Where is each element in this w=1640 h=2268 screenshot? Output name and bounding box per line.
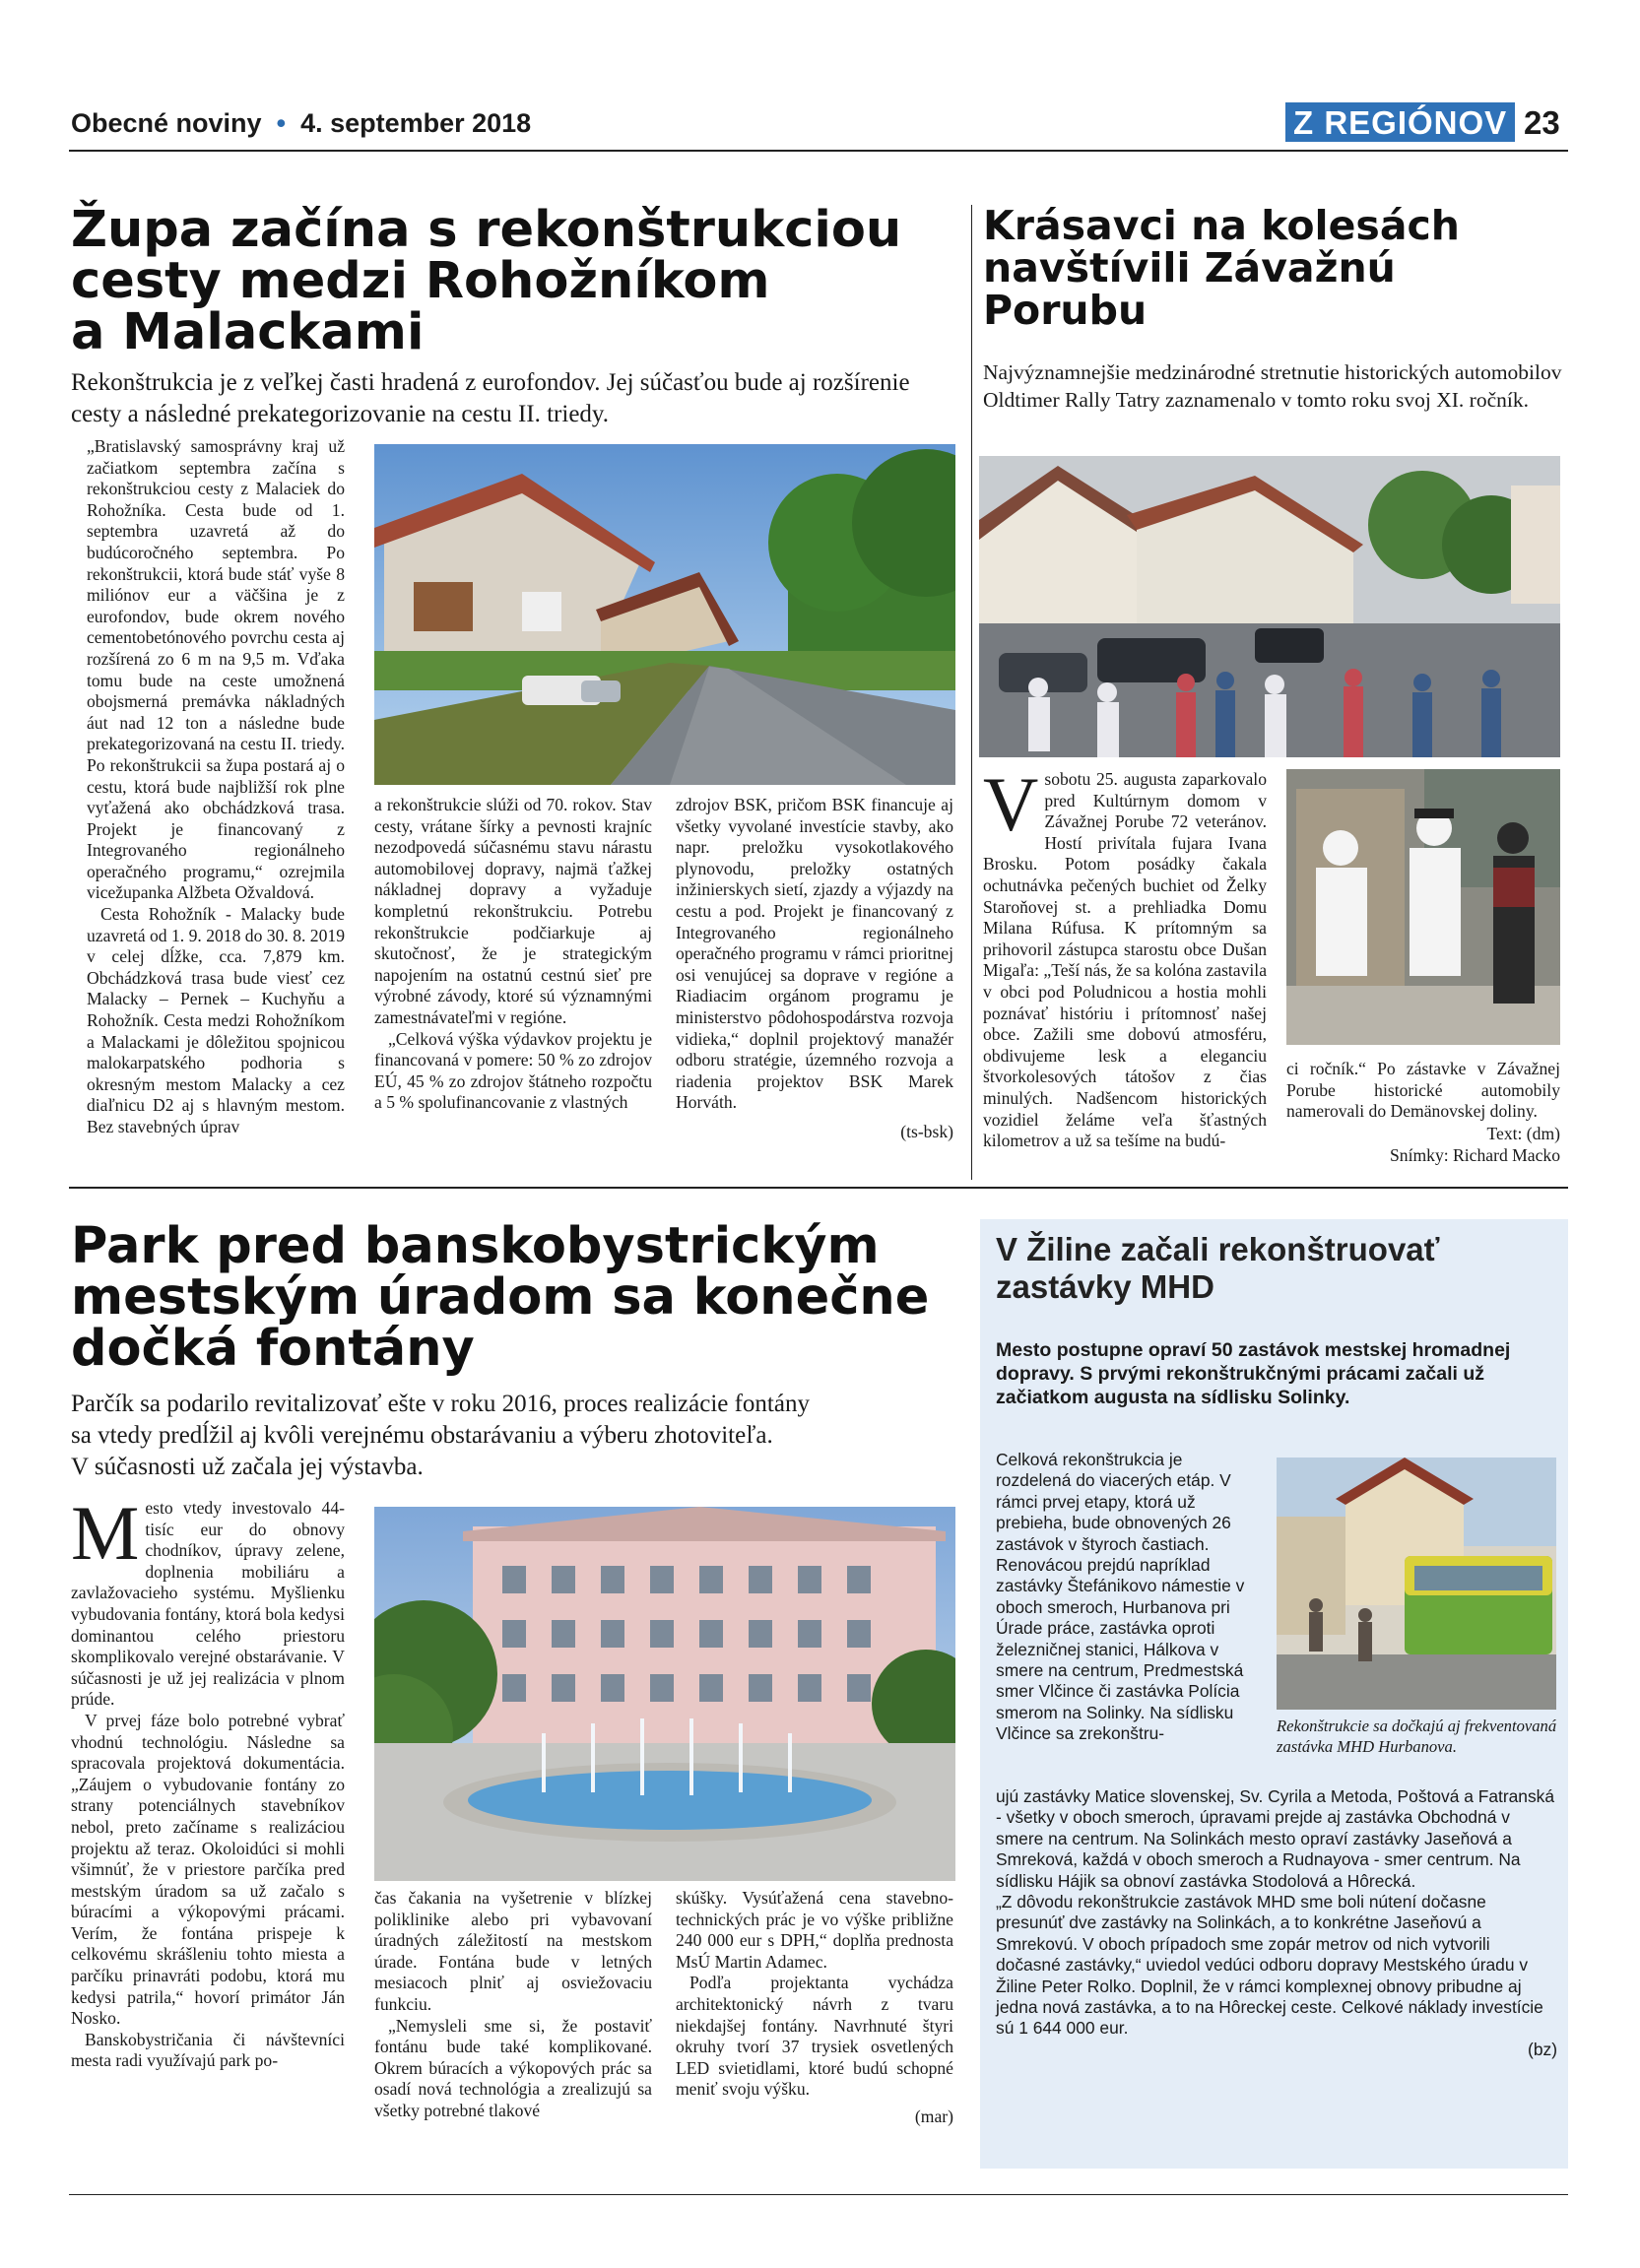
lead-line: sa vtedy predĺžil aj kvôli verejnému obstarávaniu a výberu zhotoviteľa. [71, 1422, 773, 1449]
road-photo [374, 444, 955, 785]
title-line: mestským úradom sa konečne [71, 1268, 930, 1328]
section-label: Z REGIÓNOV [1285, 102, 1515, 142]
paragraph: „Nemysleli sme si, že postaviť fontánu bude také komplikované. Okrem búracích a výkopových prác sa osadí nová technológia a zrealizujú sa všetky potrebné tlakové [374, 2015, 652, 2120]
separator-dot: • [269, 108, 294, 138]
header-rule [69, 150, 1568, 152]
page-number: 23 [1524, 104, 1560, 141]
title-line: Porubu [983, 287, 1148, 335]
article1-col2 [374, 795, 652, 1114]
article3-col1 [71, 1490, 345, 2072]
article2-body-cont: ci ročník.“ Po zástavke v Závažnej Porube historické automobily namerovali do Demänovskej doliny. [1286, 1059, 1560, 1122]
fujara-photo [1286, 769, 1560, 1045]
article1-lead: Rekonštrukcia je z veľkej časti hradená z eurofondov. Jej súčasťou bude aj rozšírenie cesty a následné prekategorizovanie na cestu II. triedy. [71, 369, 910, 427]
byline: (bz) [1528, 2039, 1557, 2059]
title-line: V Žiline začali rekonštruovať [996, 1231, 1440, 1267]
paragraph: Banskobystričania či návštevníci mesta radi využívajú park po- [71, 2029, 345, 2071]
footer-rule [69, 2194, 1568, 2195]
article2-body [983, 761, 1267, 1152]
lead-line: V súčasnosti už začala jej výstavba. [71, 1454, 424, 1480]
drop-cap: M [71, 1490, 140, 1576]
article4-full [996, 1786, 1557, 2060]
bus-stop-photo [1277, 1458, 1556, 1710]
masthead [71, 108, 531, 139]
issue-date: 4. september 2018 [300, 108, 532, 138]
bus-photo-caption: Rekonštrukcie sa dočkajú aj frekventovaná zastávka MHD Hurbanova. [1277, 1717, 1557, 1756]
article1-title [71, 201, 957, 362]
title-line: cesty medzi Rohožníkom [71, 252, 770, 311]
byline: (ts-bsk) [900, 1121, 953, 1141]
fountain-photo [374, 1507, 955, 1881]
article3-title [71, 1217, 957, 1379]
paragraph: čas čakania na vyšetrenie v blízkej poliklinike alebo pri vybavovaní úradných záležitostí na mestskom úrade. Fontána bude v letných mesiacoch plniť aj osviežovaciu funkciu. [374, 1888, 652, 2014]
title-line: zastávky MHD [996, 1267, 1214, 1305]
paragraph: „Bratislavský samosprávny kraj už začiatkom septembra začína s rekonštrukciou cesty z Malaciek do Rohožníka. Cesta bude od 1. septembra uzavretá až do budúcoročného septembra. Po rekonštrukcii, ktorá bude stáť vyše 8 miliónov eur a väčšina je z eurofondov, bude okrem nového cementobetónového povrchu cesta aj rozšírená zo 6 m na 9,5 m. Vďaka tomu bude na ceste umožnená obojsmerná premávka nákladných áut nad 12 ton a následne bude prekategorizovaná na cestu II. triedy. Po rekonštrukcii sa župa postará aj o cestu, ktorá bude najbližší rok plne vyťažená ako obchádzková trasa. Projekt je financovaný z Integrovaného regionálneho operačného programu,“ ozrejmila vicežupanka Alžbeta Ožvaldová. [87, 436, 345, 903]
article4-col: Celková rekonštrukcia je rozdelená do viacerých etáp. V rámci prvej etapy, ktorá už prebieha, bude obnovených 26 zastávok v štyroch častiach. Renovácou prejdú napríklad zastávky Štefánikovo námestie v oboch smeroch, Hurbanova pri Úrade práce, zastávka oproti železničnej stanici, Hálkova v smere na centrum, Predmestská smer Vlčince či zastávka Polícia smerom na Solinky. Na sídlisku Vlčince sa zrekonštru- [996, 1450, 1245, 1744]
lead-line: Parčík sa podarilo revitalizovať ešte v roku 2016, proces realizácie fontány [71, 1391, 810, 1417]
title-line: Župa začína s rekonštrukciou [71, 201, 902, 259]
paragraph: „Celková výška výdavkov projektu je financovaná v pomere: 50 % zo zdrojov EÚ, 45 % zo zdrojov štátneho rozpočtu a 5 % spolufinancovanie z vlastných [374, 1028, 652, 1113]
article3-col2 [374, 1888, 652, 2122]
title-line: Park pred banskobystrickým [71, 1217, 880, 1275]
article1-col1 [87, 436, 345, 1138]
paragraph: V prvej fáze bolo potrebné vybrať vhodnú technológiu. Následne sa spracovala projektová dokumentácia. „Záujem o vybudovanie fontány zo strany potenciálnych stavebníkov nebol, preto začíname s realizáciou projektu až teraz. Okoloidúci si mohli všimnúť, že v priestore parčíka pred mestským úradom sa už začalo s búracími a výkopovými prácami. Verím, že fontána prispeje k celkovému skrášleniu tohto miesta a parčíku prinavráti podobu, ktorá mu kedysi patrila,“ hovorí primátor Ján Nosko. [71, 1710, 345, 2029]
paragraph: sobotu 25. augusta zaparkovalo pred Kultúrnym domom v Závažnej Porube 72 veteránov. Hostí privítala fujara Ivana Brosku. Potom posádky čakala ochutnávka pečených buchiet od Želky Staroňovej st. a prehliadka Domu Milana Rúfusa. K prítomným sa prihovoril zástupca starostu obce Dušan Migaľa: „Teší nás, že sa kolóna zastavila v obci pod Poludnicou a hostia mohli poznávať históriu i prítomnosť našej obce. Zažili sme dobovú atmosféru, obdivujeme lesk a eleganciu štvorkolesových tátošov z čias minulých. Nadšencom historických vozidiel želáme veľa šťastných kilometrov a už sa tešíme na budú- [983, 769, 1267, 1151]
section-rule [69, 1187, 1568, 1189]
article4-lead: Mesto postupne opraví 50 zastávok mestskej hromadnej dopravy. S prvými rekonštrukčnými prácami začali už začiatkom augusta na sídlisku Solinky. [996, 1339, 1511, 1408]
byline: (mar) [914, 2106, 953, 2126]
paragraph: ujú zastávky Matice slovenskej, Sv. Cyrila a Metoda, Poštová a Fatranská - všetky v oboch smeroch, úpravami prejde aj zastávka Obchodná v smere na centrum. Na Solinkách mesto opraví zastávky Jaseňová a Smreková, každá v oboch smeroch a Rudnayova - smer centrum. Na sídlisku Hájik sa obnoví zastávka Stodolová a Hôrecká. [996, 1786, 1555, 1891]
paragraph: Cesta Rohožník - Malacky bude uzavretá od 1. 9. 2018 do 30. 8. 2019 v celej dĺžke, cca. 7,879 km. Obchádzková trasa bude viesť cez Malacky – Pernek – Kuchyňu a Rohožník. Cesta medzi Rohožníkom a Malackami je dôležitou spojnicou malokarpatského podhoria s okresným mestom Malacky a cez diaľnicu D2 aj s hlavným mestom. Bez stavebných úprav [87, 904, 345, 1136]
credit-text: Text: (dm) [1486, 1124, 1560, 1143]
column-divider [971, 205, 972, 1180]
article1-col3 [676, 795, 953, 1143]
paper-name: Obecné noviny [71, 108, 262, 138]
article2-credits [1286, 1124, 1560, 1166]
article2-title [983, 202, 1574, 335]
drop-cap: V [983, 761, 1039, 847]
article3-col3 [676, 1888, 953, 2128]
article3-lead [71, 1389, 977, 1483]
credit-photo: Snímky: Richard Macko [1390, 1144, 1560, 1165]
paragraph: „Z dôvodu rekonštrukcie zastávok MHD sme boli nútení dočasne presunúť dve zastávky na Solinkách, a to konkrétne Jaseňovú a Smrekovú. V oboch prípadoch sme zopár metrov od nich vytvorili dočasné zastávky,“ uviedol vedúci odboru dopravy Mestského úradu v Žiline Peter Rolko. Doplnil, že v rámci komplexnej obnovy pribudne aj jedna nová zastávka, a to na Hôreckej ceste. Celkové náklady investície sú 1 644 000 eur. [996, 1892, 1543, 2039]
title-line: navštívili Závažnú [983, 244, 1396, 292]
title-line: Krásavci na kolesách [983, 202, 1460, 249]
paragraph: Podľa projektanta vychádza architektonický návrh z tvaru niekdajšej fontány. Navrhnuté štyri okruhy tvorí 37 trysiek osvetlených LED svietidlami, ktoré budú schopné meniť svoju výšku. [676, 1973, 953, 2100]
article4-title [996, 1231, 1557, 1306]
paragraph: skúšky. Vysúťažená cena stavebno-technických prác je vo výške približne 240 000 eur s DPH,“ doplňa prednosta MsÚ Martin Adamec. [676, 1888, 953, 1972]
rally-photo [979, 456, 1560, 757]
article2-lead: Najvýznamnejšie medzinárodné stretnutie historických automobilov Oldtimer Rally Tatry zaznamenalo v tomto roku svoj XI. ročník. [983, 360, 1562, 412]
title-line: dočká fontány [71, 1320, 475, 1379]
title-line: a Malackami [71, 303, 425, 362]
paragraph: a rekonštrukcie slúži od 70. rokov. Stav cesty, vrátane šírky a pevnosti krajníc nezodpovedá súčasnému stavu nárastu automobilovej dopravy, najmä ťažkej nákladnej dopravy a vyžaduje kompletnú rekonštrukciu. Potrebu rekonštrukcie podčiarkuje aj skutočnosť, že je strategickým napojením na ostatnú cestnú sieť pre výrobné závody, ktoré sú významnými zamestnávateľmi v regióne. [374, 795, 652, 1027]
paragraph: zdrojov BSK, pričom BSK financuje aj všetky vyvolané investície stavby, ako napr. preložku vysokotlakového plynovodu, preložky ostatných inžinierskych sietí, zjazdy a výjazdy na cestu a pod. Projekt je financovaný z Integrovaného regionálneho operačného programu v rámci prioritnej osi venujúcej sa doprave v regióne a Riadiacim orgánom programu je ministerstvo pôdohospodárstva rozvoja vidieka,“ doplnil projektový manažér odboru stratégie, územného rozvoja a riadenia projektov BSK Marek Horváth. [676, 795, 953, 1113]
paragraph: esto vtedy investovalo 44-tisíc eur do obnovy chodníkov, úpravy zelene, doplnenia mobiliáru a zavlažovacieho systému. Myšlienku vybudovania fontány, ktorá bola kedysi dominantou celého priestoru skomplikovalo verejné obstarávanie. V súčasnosti je už jej realizácia v plnom prúde. [71, 1498, 345, 1710]
